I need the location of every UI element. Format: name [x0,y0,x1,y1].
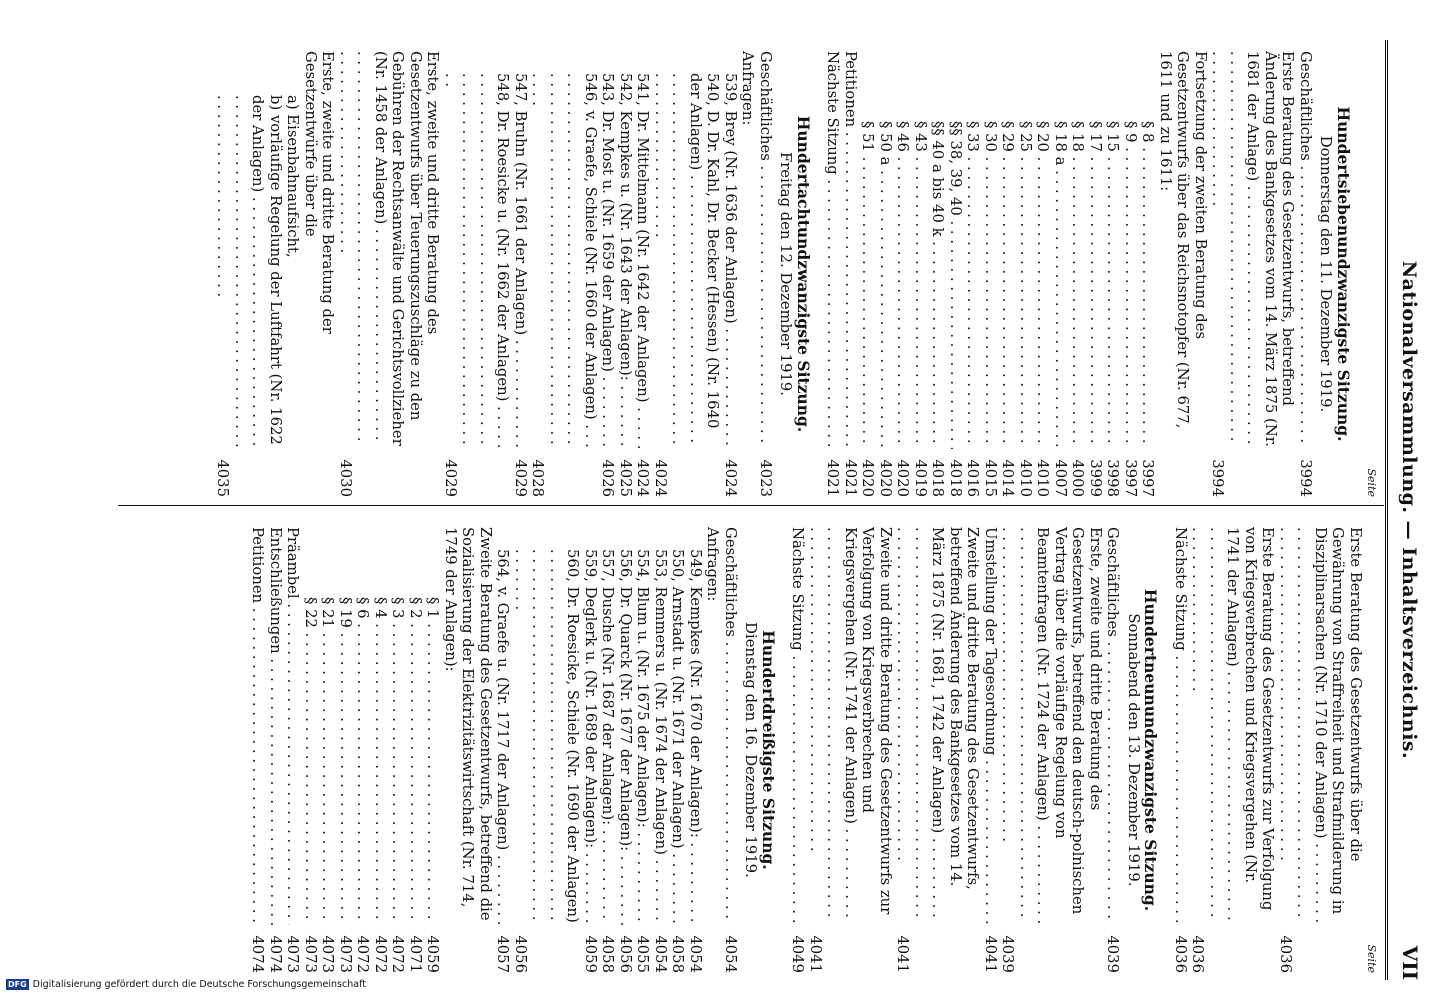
toc-entry-page: 4041 [982,935,999,973]
page-header [1392,40,1426,980]
toc-entry [1277,527,1365,973]
toc-entry [284,51,302,497]
toc-list [249,527,739,973]
dfg-logo: DFG [8,980,27,989]
toc-entry-page: 4028 [529,459,547,497]
toc-entry-page: 4071 [407,935,424,973]
toc-entry-page: 4035 [214,459,232,497]
toc-entry [807,527,895,973]
toc-list [214,51,774,497]
toc-entry-page: 3994 [1209,459,1227,497]
toc-list [824,51,1314,497]
toc-entry-text: §§ 40 a bis 40 k . . . [929,121,947,449]
toc-entry-page: 4010 [1017,459,1034,497]
toc-entry-page: 4018 [929,459,947,497]
toc-entry-page: 3997 [1139,459,1157,497]
toc-entry-page: 4072 [354,935,372,973]
toc-entry-text: Zweite und dritte Beratung des Gesetzentwurfs zur Verfolgung von Kriegsverbrechen und Kriegsvergehen (Nr. 1741 der Anlagen) . . . [807,527,895,925]
toc-entry-text: Erste Beratung des Gesetzentwurfs zur Verfolgung von Kriegsverbrechen und Kriegsvergehen (Nr. 1741 der Anlagen) . . . [1189,527,1277,925]
session-127 [824,51,1352,497]
toc-entry-text: 542, Kempkes u. (Nr. 1643 der Anlagen): . . . [617,73,635,449]
toc-entry-page: 4029 [512,459,529,497]
toc-entry [354,527,372,973]
toc-entry-page: 4056 [512,935,529,973]
toc-entry [1172,527,1190,973]
toc-entry-text: 546, v. Graefe, Schiele (Nr. 1660 der Anlagen) . . . [529,73,599,449]
toc-entry-page: 4020 [894,459,912,497]
toc-entry-text: 564, v. Graefe u. (Nr. 1717 der Anlagen) . . . [494,549,512,925]
toc-entry-page: 4039 [999,935,1017,973]
toc-entry-page: 4014 [999,459,1017,497]
session-title: Hundertachtundzwanzigste Sitzung. [794,115,813,433]
toc-entry-page: 4036 [1277,935,1294,973]
session-title: Hundertsiebenundzwanzigste Sitzung. [1334,106,1353,442]
toc-entry-page: 4072 [372,935,389,973]
toc-entry-text: Petitionen . . . [842,51,860,449]
toc-entry-page: 4036 [1172,935,1189,973]
seite-label: Seite [1365,944,1378,973]
toc-entry [617,51,635,497]
toc-entry-page: 4073 [284,935,302,973]
session-130 [249,527,777,973]
toc-entry-page: 4049 [789,935,807,973]
column-divider [118,505,1384,506]
toc-entry [512,51,530,497]
toc-entry-page: 4025 [617,459,634,497]
toc-entry-page: 4020 [877,459,894,497]
toc-entry [982,527,1000,973]
toc-entry [1034,51,1052,497]
toc-entry [372,527,390,973]
toc-entry [824,51,842,497]
toc-entry-text: Anfragen: [739,51,757,126]
toc-entry [389,527,407,973]
toc-entry-text: § 29 . . . [999,121,1017,449]
toc-entry-page: 3997 [1122,459,1139,497]
toc-entry-page: 4024 [652,459,669,497]
page-number: VII [1398,945,1422,980]
toc-list [1172,527,1365,973]
toc-entry [1104,527,1122,973]
toc-entry-text: § 4 . . . [372,597,390,925]
toc-entry [1122,51,1140,497]
toc-entry-text: § 19 . . . [337,597,355,925]
toc-entry-page: 4016 [964,459,982,497]
toc-entry [319,527,337,973]
toc-entry-text: § 50 a . . . [877,121,895,449]
toc-entry-page: 4054 [652,935,669,973]
header-rule [1385,40,1388,980]
toc-entry-text: 550, Arnstadt u. (Nr. 1671 der Anlagen) . . . [669,549,687,925]
toc-entry [877,51,895,497]
toc-entry-text: Geschäftliches . . . [1297,51,1315,449]
session-date: Dienstag den 16. Dezember 1919. [742,622,760,878]
session-date: Donnerstag den 11. Dezember 1919. [1317,135,1335,413]
toc-entry [249,527,267,973]
toc-entry [1139,51,1157,497]
left-column [214,51,1378,497]
toc-entry-text: a) Eisenbahnaufsicht, [284,95,302,258]
toc-entry [1052,51,1070,497]
toc-entry-text: 543, Dr. Most u. (Nr. 1659 der Anlagen) . . . [599,73,617,449]
toc-entry [337,527,355,973]
toc-entry [722,527,740,973]
toc-entry-page: 4056 [617,935,634,973]
toc-entry-page: 4058 [599,935,617,973]
toc-entry-text: Nächste Sitzung . . . [789,527,807,925]
toc-entry-text: 557, Dusche (Nr. 1687 der Anlagen): . . . [599,549,617,925]
toc-entry [599,51,617,497]
toc-entry [999,51,1017,497]
toc-entry-text: § 30 . . . [982,121,1000,449]
toc-entry-page: 4073 [337,935,354,973]
toc-entry [704,527,722,973]
toc-entry-page: 3994 [1297,459,1314,497]
session-title: Hundertdreißigste Sitzung. [759,630,778,870]
toc-entry [687,527,705,973]
toc-entry-text: 547, Bruhn (Nr. 1661 der Anlagen) . . . [512,73,530,449]
toc-entry [964,51,982,497]
toc-entry-page: 4058 [669,935,687,973]
toc-entry-text: § 18 a . . . [1052,121,1070,449]
toc-entry-page: 4041 [894,935,912,973]
toc-entry-text: § 21 . . . [319,597,337,925]
footer-text: Digitalisierung gefördert durch die Deutsche Forschungsgemeinschaft [32,979,366,990]
toc-entry-page: 4057 [494,935,512,973]
toc-entry-page: 4024 [722,459,739,497]
toc-entry-page: 4007 [1052,459,1069,497]
seite-label: Seite [1365,468,1378,497]
toc-entry-text: 553, Remmers u. (Nr. 1674 der Anlagen) . . . [652,549,670,925]
toc-entry [634,527,652,973]
toc-entry-text: Petitionen . . . [249,527,267,925]
toc-entry [739,51,757,497]
toc-entry [407,527,425,973]
toc-entry [982,51,1000,497]
toc-entry-text: §§ 38, 39, 40 . . . [947,121,965,449]
toc-entry-page: 4021 [824,459,842,497]
toc-entry [1069,51,1087,497]
toc-entry-page: 4073 [319,935,337,973]
toc-entry-page: 4059 [582,935,599,973]
toc-entry-page: 4021 [842,459,859,497]
toc-entry [302,527,320,973]
toc-entry [722,51,740,497]
toc-entry-page: 4041 [807,935,824,973]
toc-entry-page: 4019 [912,459,929,497]
toc-entry-text: Erste Beratung des Gesetzentwurfs über die Gewährung von Straffreiheit und Strafmilderung in Disziplinarsachen (Nr. 1710 der Anlagen) . . . [1277,527,1365,925]
toc-entry-text: Erste, zweite und dritte Beratung des Gesetzentwurfs, betreffend den deutsch-polnischen Vertrag über die vorläufige Regelung von Beamtenfragen (Nr. 1724 der Anlagen) . . . [999,527,1104,925]
toc-entry [1017,51,1035,497]
toc-entry [842,51,860,497]
session-title: Hundertneunundzwanzigste Sitzung. [1141,588,1161,912]
page-title: Nationalversammlung. — Inhaltsverzeichnis. [1398,260,1420,760]
toc-entry [1104,51,1122,497]
toc-entry-text: Entschließungen . . . [267,527,285,925]
toc-entry-page: 4036 [1189,935,1207,973]
toc-entry-text: § 18 . . . [1069,121,1087,449]
toc-entry [859,51,877,497]
toc-entry [894,51,912,497]
toc-entry-text: § 43 . . . [912,121,930,449]
toc-entry-page: 4055 [634,935,652,973]
toc-entry [1157,51,1210,497]
toc-entry-text: § 51 . . . [859,121,877,449]
toc-entry [337,51,442,497]
toc-entry [442,527,495,973]
toc-entry-page: 4074 [267,935,284,973]
toc-entry-page: 4073 [302,935,319,973]
toc-entry-text: 539, Brey (Nr. 1636 der Anlagen) . . . [722,73,740,449]
toc-entry-text: § 8 . . . [1139,121,1157,449]
toc-entry [1087,51,1105,497]
footer [6,979,366,990]
toc-entry-text: § 9 . . . [1122,121,1140,449]
toc-entry-text: § 2 . . . [407,597,425,925]
toc-entry-page: 4000 [1069,459,1087,497]
toc-entry-text: § 1 . . . [424,597,442,925]
toc-entry-page: 3999 [1087,459,1104,497]
toc-entry-text: Zweite und dritte Beratung des Gesetzentwurfs, betreffend Änderung des Bankgesetzes vom 14. März 1875 (Nr. 1681, 1742 der Anlagen) . . . [894,527,982,925]
toc-entry-text: Erste Beratung des Gesetzentwurfs, betreffend Änderung des Bankgesetzes vom 14. März 1875 (Nr. 1681 der Anlage) . . . [1209,51,1297,449]
toc-entry-text: 540, D. Dr. Kahl, Dr. Becker (Hessen) (Nr. 1640 der Anlagen) . . . [652,73,722,449]
toc-entry-text: Erste, zweite und dritte Beratung der Gesetzentwürfe über die [302,51,337,334]
toc-entry [999,527,1104,973]
toc-entry-text: § 3 . . . [389,597,407,925]
toc-entry [512,527,582,973]
toc-entry [757,51,775,497]
toc-entry [529,51,599,497]
toc-entry-text: Präambel . . . [284,527,302,925]
right-column [249,527,1378,973]
toc-entry [652,51,722,497]
session-date: Freitag den 12. Dezember 1919. [777,151,795,397]
toc-entry-text: Geschäftliches . . . [1104,527,1122,925]
toc-entry-text: Anfragen: [704,527,722,602]
toc-entry-text: § 33 . . . [964,121,982,449]
toc-entry [494,527,512,973]
toc-entry-text: § 20 . . . [1034,121,1052,449]
toc-entry-text: § 25 . . . [1017,121,1035,449]
toc-entry-text: § 46 . . . [894,121,912,449]
toc-entry-page: 4059 [424,935,442,973]
toc-entry-text: Geschäftliches . . . [722,527,740,925]
toc-entry-text: § 6 . . . [354,597,372,925]
toc-entry [267,527,285,973]
toc-entry [424,527,442,973]
toc-entry [617,527,635,973]
toc-entry-page: 4026 [599,459,617,497]
toc-entry [582,527,600,973]
toc-entry-text: Nächste Sitzung . . . [1172,527,1190,925]
toc-entry [1209,51,1297,497]
toc-entry-text: Zweite Beratung des Gesetzentwurfs, betreffend die Sozialisierung der Elektrizitätswirtschaft (Nr. 714, 1749 der Anlagen): [442,527,494,921]
toc-entry-text: 556, Dr. Quarck (Nr. 1677 der Anlagen): . . . [617,549,635,925]
toc-entry-page: 4072 [389,935,407,973]
toc-entry-page: 4018 [947,459,964,497]
toc-list [789,527,1122,973]
toc-entry-text: 560, Dr. Roesicke, Schiele (Nr. 1690 der Anlagen) . . . [512,549,582,925]
toc-entry-text: 559, Deglerk u. (Nr. 1689 der Anlagen): . . . [582,549,600,925]
toc-entry [284,527,302,973]
toc-entry-text: § 17 . . . [1087,121,1105,449]
toc-entry-text: 554, Blum u. (Nr. 1675 der Anlagen): . . . [634,549,652,925]
toc-entry [947,51,965,497]
toc-entry-text: 549, Kempkes (Nr. 1670 der Anlagen): . . . [687,549,705,925]
toc-entry-text: Umstellung der Tagesordnung . . . [982,527,1000,925]
toc-entry [599,527,617,973]
toc-entry-page: 4015 [982,459,999,497]
toc-entry [214,51,284,497]
toc-entry-page: 4010 [1034,459,1052,497]
toc-entry [442,51,512,497]
toc-entry-text: Geschäftliches . . . [757,51,775,449]
toc-entry-page: 4023 [757,459,774,497]
toc-entry [789,527,807,973]
toc-entry [652,527,670,973]
toc-entry-page: 4030 [337,459,354,497]
toc-entry-page: 3998 [1104,459,1122,497]
toc-entry-page: 4054 [722,935,739,973]
toc-entry [634,51,652,497]
session-date: Sonnabend den 13. Dezember 1919. [1125,613,1142,887]
toc-entry-page: 4039 [1104,935,1122,973]
toc-entry-text: Erste, zweite und dritte Beratung des Gesetzentwurfs über Teuerungszuschläge zu den Gebühren der Rechtsanwälte und Gerichtsvollzieher (Nr. 1458 der Anlagen) . . . [337,51,442,449]
toc-entry-text: b) vorläufige Regelung der Luftfahrt (Nr. 1622 der Anlagen) . . . [214,95,284,449]
toc-entry-text: 541, Dr. Mittelmann (Nr. 1642 der Anlagen) . . . [634,73,652,449]
session-128 [214,51,812,497]
toc-entry [1189,527,1277,973]
toc-entry-page: 4020 [859,459,877,497]
toc-entry-page: 4054 [687,935,704,973]
toc-entry [894,527,982,973]
toc-entry-text: § 15 . . . [1104,121,1122,449]
toc-entry [302,51,337,497]
toc-entry-page: 4074 [249,935,267,973]
toc-entry-text: 548, Dr. Roesicke u. (Nr. 1662 der Anlagen) . . . [442,73,512,449]
toc-entry [1297,51,1315,497]
toc-entry-text: Fortsetzung der zweiten Beratung des Gesetzentwurfs über das Reichsnotopfer (Nr. 677, 1611 und zu 1611: [1157,51,1209,429]
toc-entry [669,527,687,973]
toc-entry [912,51,930,497]
toc-entry [929,51,947,497]
session-129 [789,527,1160,973]
toc-entry-page: 4029 [442,459,459,497]
toc-entry-text: Nächste Sitzung . . . [824,51,842,449]
toc-entry-page: 4024 [634,459,652,497]
toc-entry-text: § 22 . . . [302,597,320,925]
